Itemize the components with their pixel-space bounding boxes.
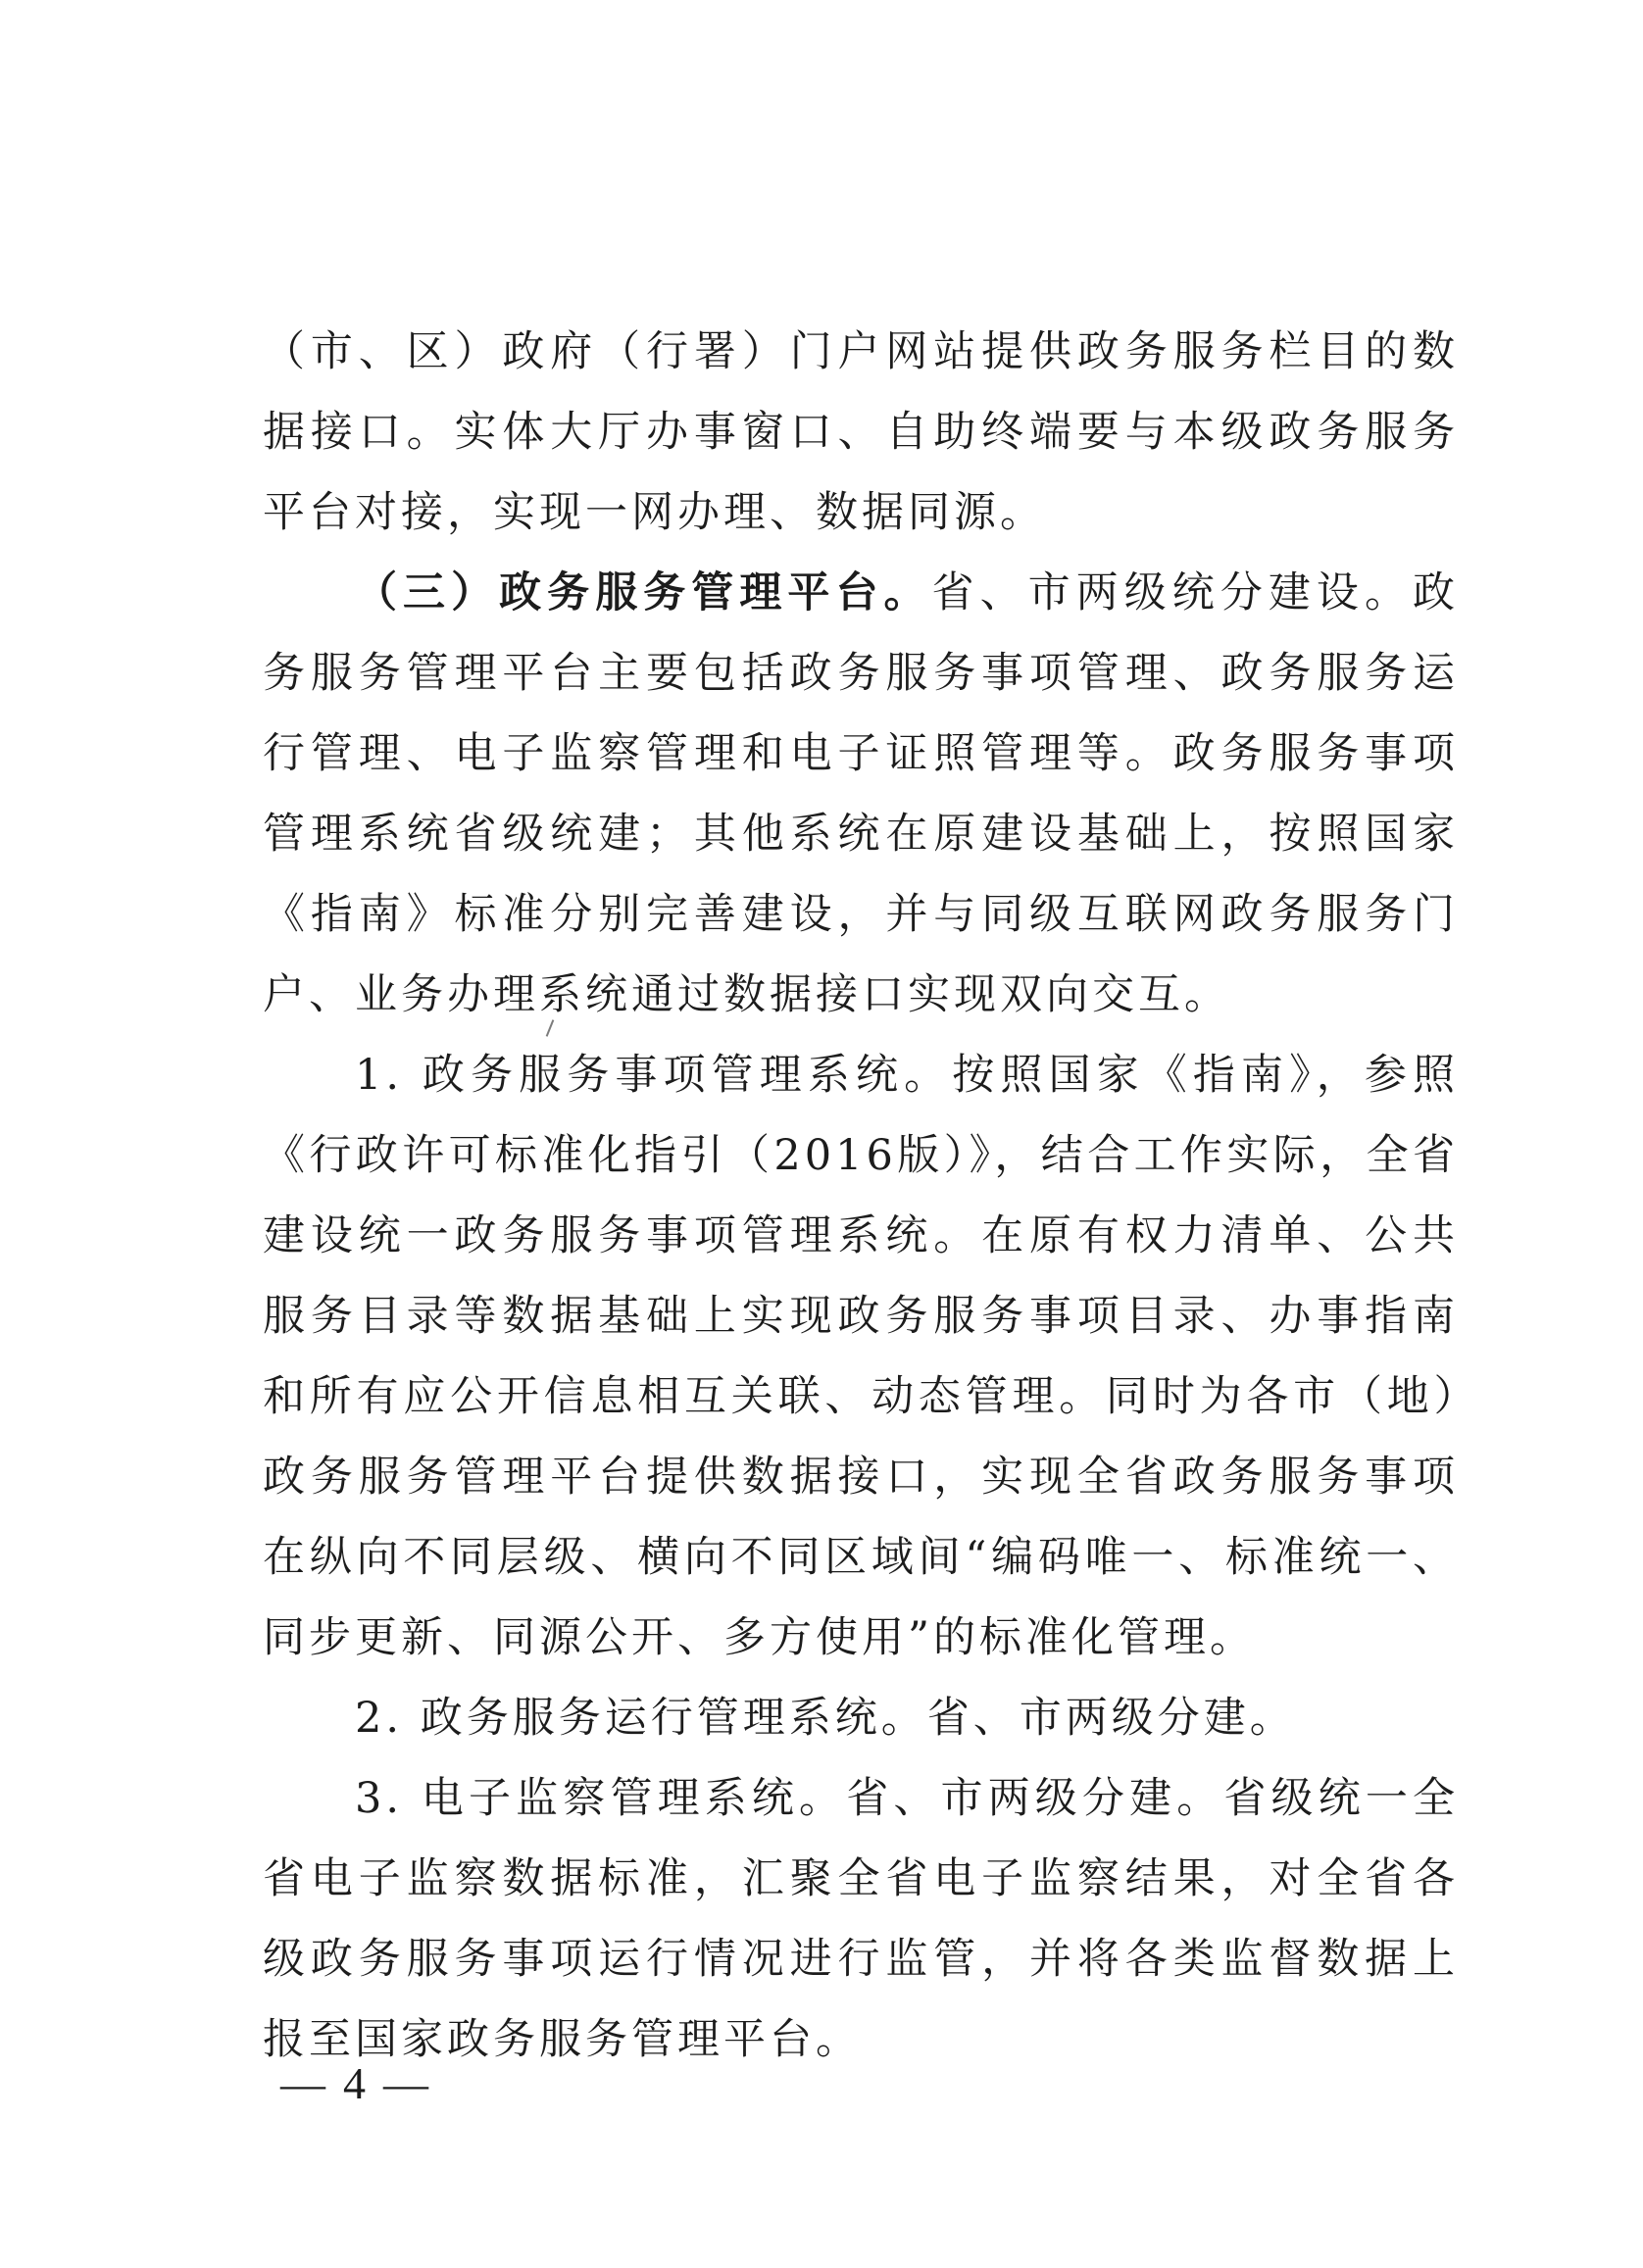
page-number-dash-left: — [280, 2058, 325, 2108]
page-number [280, 2056, 428, 2111]
paragraph-item-1 [263, 1035, 1459, 1678]
paragraph-text: 1. 政务服务事项管理系统。按照国家《指南》，参照《行政许可标准化指引（2016版）》，结合工作实际，全省建设统一政务服务事项管理系统。在原有权力清单、公共服务目录等数据基础上实现政务服务事项目录、办事指南和所有应公开信息相互关联、动态管理。同时为各市（地）政务服务管理平台提供数据接口，实现全省政务服务事项在纵向不同层级、横向不同区域间“编码唯一、标准统一、同步更新、同源公开、多方使用”的标准化管理。 [263, 1051, 1459, 1662]
paragraph-text: 2. 政务服务运行管理系统。省、市两级分建。 [355, 1694, 1296, 1743]
paragraph-item-3 [263, 1758, 1459, 2080]
paragraph-section-three [263, 553, 1459, 1035]
paragraph-continuation [263, 312, 1459, 553]
paragraph-text: （市、区）政府（行署）门户网站提供政务服务栏目的数据接口。实体大厅办事窗口、自助终端要与本级政务服务平台对接，实现一网办理、数据同源。 [263, 327, 1459, 537]
document-body [263, 312, 1459, 2080]
paragraph-text: 3. 电子监察管理系统。省、市两级分建。省级统一全省电子监察数据标准，汇聚全省电子监察结果，对全省各级政务服务事项运行情况进行监管，并将各类监督数据上报至国家政务服务管理平台。 [263, 1774, 1459, 2064]
paragraph-item-2 [263, 1678, 1459, 1758]
page-number-dash-right: — [383, 2058, 428, 2108]
paragraph-text: 省、市两级统分建设。政务服务管理平台主要包括政务服务事项管理、政务服务运行管理、电子监察管理和电子证照管理等。政务服务事项管理系统省级统建；其他系统在原建设基础上，按照国家《指南》标准分别完善建设，并与同级互联网政务服务门户、业务办理系统通过数据接口实现双向交互。 [263, 568, 1460, 1019]
section-heading: （三）政务服务管理平台。 [355, 568, 932, 617]
page-number-value: 4 [343, 2058, 366, 2108]
